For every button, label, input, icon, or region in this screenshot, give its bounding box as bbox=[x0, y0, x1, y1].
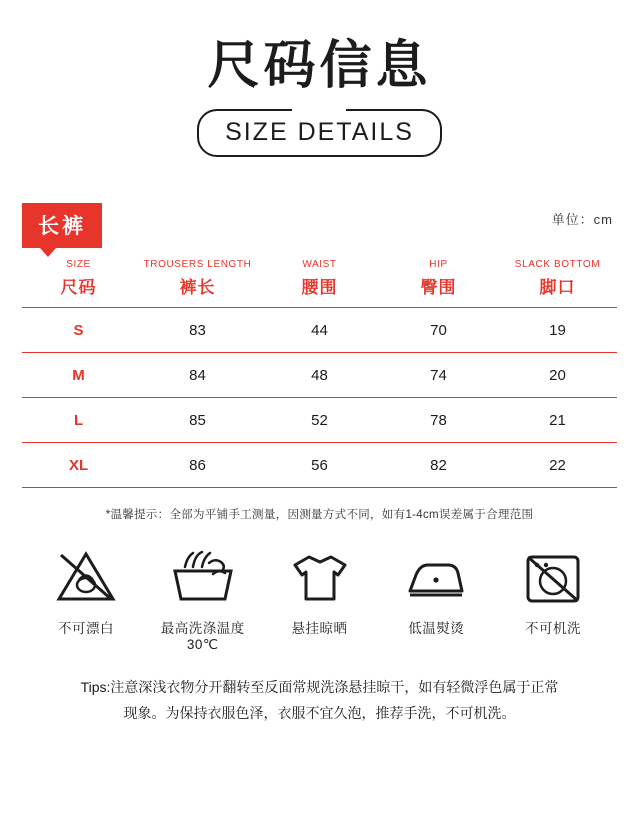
size-chart-page bbox=[0, 38, 639, 818]
page-subtitle: SIZE DETAILS bbox=[197, 109, 442, 157]
care-instructions bbox=[22, 546, 617, 653]
category-tag: 长裤 bbox=[22, 203, 102, 248]
cell-size: XL bbox=[22, 443, 135, 488]
no-machine-wash-icon bbox=[499, 546, 607, 608]
care-item-low-iron bbox=[382, 546, 490, 653]
table-row bbox=[22, 398, 617, 443]
cell-size: S bbox=[22, 308, 135, 353]
column-header-trousers-length bbox=[135, 257, 260, 308]
hand-wash-icon bbox=[149, 546, 257, 608]
cell-hip: 70 bbox=[379, 308, 498, 353]
tips-line-1: Tips:注意深浅衣物分开翻转至反面常规洗涤悬挂晾干，如有轻微浮色属于正常 bbox=[80, 679, 559, 696]
cell-waist: 48 bbox=[260, 353, 379, 398]
cell-bottom: 22 bbox=[498, 443, 617, 488]
care-label: 低温熨烫 bbox=[408, 621, 465, 637]
cell-hip: 74 bbox=[379, 353, 498, 398]
table-row bbox=[22, 443, 617, 488]
column-header-en: SLACK BOTTOM bbox=[514, 259, 601, 271]
size-table bbox=[22, 257, 617, 488]
care-label: 悬挂晾晒 bbox=[291, 621, 348, 637]
column-header-size bbox=[22, 257, 135, 308]
tips-line-2: 现象。为保持衣服色泽，衣服不宜久泡，推荐手洗，不可机洗。 bbox=[123, 705, 516, 722]
column-header-slack-bottom bbox=[498, 257, 617, 308]
cell-waist: 44 bbox=[260, 308, 379, 353]
table-header bbox=[22, 257, 617, 308]
care-item-no-bleach bbox=[32, 546, 140, 653]
cell-size: M bbox=[22, 353, 135, 398]
table-row bbox=[22, 353, 617, 398]
no-bleach-icon bbox=[32, 546, 140, 608]
cell-bottom: 20 bbox=[498, 353, 617, 398]
cell-bottom: 21 bbox=[498, 398, 617, 443]
care-item-hang-dry bbox=[266, 546, 374, 653]
care-item-no-machine-wash bbox=[499, 546, 607, 653]
low-iron-icon bbox=[382, 546, 490, 608]
table-body bbox=[22, 308, 617, 488]
care-item-hand-wash bbox=[149, 546, 257, 653]
cell-length: 83 bbox=[135, 308, 260, 353]
measurement-note: *温馨提示：全部为平铺手工测量，因测量方式不同，如有1-4cm误差属于合理范围 bbox=[105, 509, 534, 522]
unit-label: 单位：cm bbox=[551, 212, 613, 228]
cell-bottom: 19 bbox=[498, 308, 617, 353]
column-header-cn: 腰围 bbox=[301, 278, 338, 298]
cell-length: 84 bbox=[135, 353, 260, 398]
column-header-cn: 裤长 bbox=[179, 278, 216, 298]
column-header-waist bbox=[260, 257, 379, 308]
column-header-en: HIP bbox=[429, 259, 448, 271]
cell-hip: 82 bbox=[379, 443, 498, 488]
cell-waist: 56 bbox=[260, 443, 379, 488]
care-label: 不可机洗 bbox=[525, 621, 581, 637]
cell-size: L bbox=[22, 398, 135, 443]
cell-length: 85 bbox=[135, 398, 260, 443]
column-header-hip bbox=[379, 257, 498, 308]
cell-length: 86 bbox=[135, 443, 260, 488]
cell-hip: 78 bbox=[379, 398, 498, 443]
category-row bbox=[22, 203, 617, 243]
column-header-en: WAIST bbox=[302, 259, 337, 271]
page-title: 尺码信息 bbox=[207, 36, 432, 96]
column-header-en: TROUSERS LENGTH bbox=[143, 259, 252, 271]
tips-block bbox=[22, 675, 617, 727]
hang-dry-icon bbox=[266, 546, 374, 608]
table-header-row bbox=[22, 257, 617, 308]
column-header-cn: 臀围 bbox=[420, 278, 457, 298]
care-label: 不可漂白 bbox=[58, 621, 114, 637]
column-header-en: SIZE bbox=[66, 259, 91, 271]
table-row bbox=[22, 308, 617, 353]
cell-waist: 52 bbox=[260, 398, 379, 443]
column-header-cn: 脚口 bbox=[539, 278, 576, 298]
column-header-cn: 尺码 bbox=[60, 278, 97, 298]
page-subtitle-wrap bbox=[22, 109, 617, 157]
care-label: 最高洗涤温度30℃ bbox=[160, 621, 245, 653]
